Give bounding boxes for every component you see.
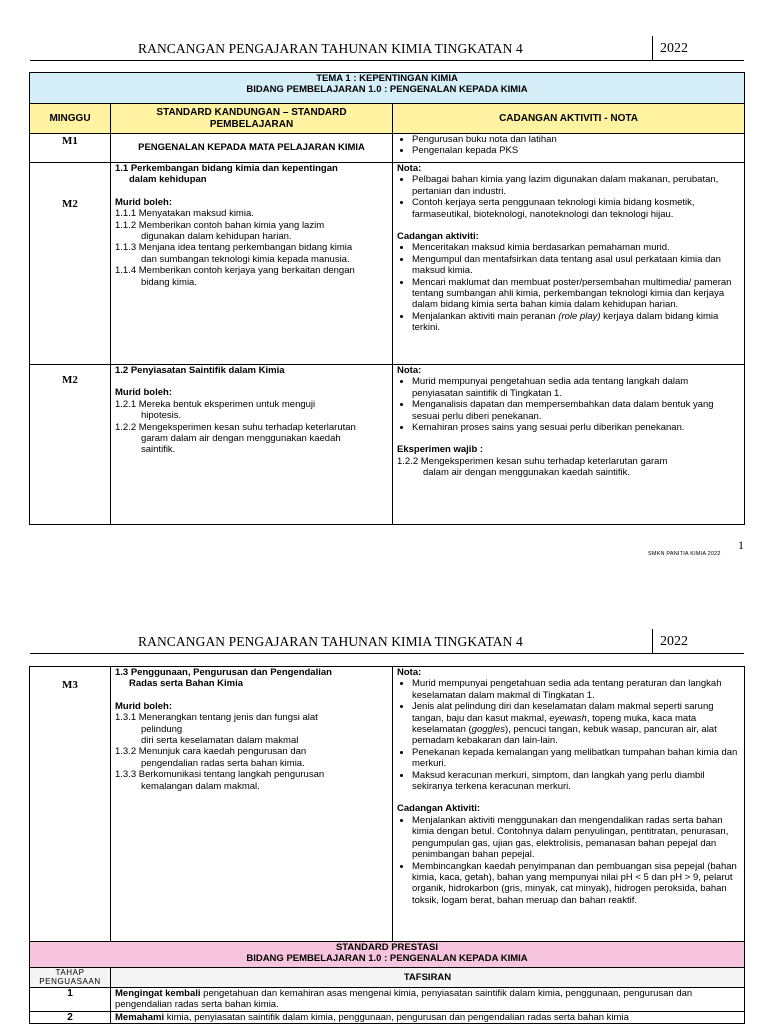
topic-heading: 1.2 Penyiasatan Saintifik dalam Kimia (115, 365, 285, 376)
week-cell: M1 (30, 134, 111, 163)
list-item: • Pelbagai bahan kimia yang lazim digunakan dalam makanan, perubatan, pertanian dan industri. (412, 174, 740, 197)
list-item: 1.1.3 Menjana idea tentang perkembangan bidang kimia (115, 242, 353, 254)
list-item: digunakan dalam kehidupan harian. (141, 231, 292, 243)
nota-label: Nota: (397, 365, 422, 376)
list-item: • Menganalisis dapatan dan mempersembahkan data dalam bentuk yang sesuai perlu diberi penekanan. (412, 399, 740, 422)
list-item: 1.1.1 Menyatakan maksud kimia. (115, 208, 254, 220)
list-item: • Murid mempunyai pengetahuan sedia ada tentang peraturan dan langkah keselamatan dalam makmal di Tingkatan 1. (412, 678, 740, 701)
list-item: • Membincangkan kaedah penyimpanan dan pembuangan sisa pepejal (bahan kimia, kaca, getah), bahan yang mempunyai nilai pH < 5 dan pH > 9, pelarut organik, hidrokarbon (gris, minyak, cat minyak), hidrogen peroksida, bahan toksik, logam berat, bahan meruap dan bahan reaktif. (412, 861, 740, 907)
prestasi-banner (30, 942, 745, 968)
col-header-tafsiran: TAFSIRAN (111, 968, 745, 988)
table-row (30, 134, 745, 163)
murid-boleh-label: Murid boleh: (115, 196, 172, 208)
list-item: 1.3.3 Berkomunikasi tentang langkah pengurusan (115, 769, 325, 781)
list-item: 1.3.2 Menunjuk cara kaedah pengurusan dan (115, 746, 307, 758)
list-item: 1.2.2 Mengeksperimen kesan suhu terhadap keterlarutan (115, 421, 356, 433)
list-item: pelindung (141, 723, 183, 735)
list-item: diri serta keselamatan dalam makmal (141, 735, 299, 747)
list-item: • Penekanan kepada kemalangan yang melibatkan tumpahan bahan kimia dan merkuri. (412, 747, 740, 770)
list-item: • Menceritakan maksud kimia berdasarkan pemahaman murid. (412, 242, 740, 253)
document-title: RANCANGAN PENGAJARAN TAHUNAN KIMIA TINGKATAN 4 (138, 41, 523, 56)
tahap-number: 2 (30, 1011, 111, 1023)
nota-label: Nota: (397, 163, 422, 174)
page1-table (29, 72, 745, 525)
topic-heading: 1.3 Penggunaan, Pengurusan dan Pengendalian (115, 667, 332, 678)
eksperimen-wajib-label: Eksperimen wajib : (397, 444, 484, 456)
list-item: • Pengurusan buku nota dan latihan (412, 134, 740, 145)
list-item: saintifik. (141, 444, 176, 456)
list-item: • Menjalankan aktiviti menggunakan dan mengendalikan radas serta bahan kimia dengan betul. Contohnya dalam penyulingan, pentitratan, penurasan, pengumpulan gas, ujian gas, elektrolisis, pemanasan bahan pepejal dan penimbangan bahan pepejal. (412, 815, 740, 861)
table-row (30, 1011, 745, 1023)
list-item: • Menjalankan aktiviti main peranan (role play) kerjaya dalam bidang kimia terkini. (412, 311, 740, 334)
list-item: 1.2.1 Mereka bentuk eksperimen untuk menguji (115, 398, 316, 410)
table-row (30, 163, 745, 365)
document-year: 2022 (660, 634, 688, 649)
list-item: kemalangan dalam makmal. (141, 780, 260, 792)
standard-cell (111, 667, 393, 942)
nota-label: Nota: (397, 667, 422, 678)
list-item: bidang kimia. (141, 276, 197, 288)
topic-heading-cont: dalam kehidupan (129, 174, 207, 186)
aktiviti-cell (393, 365, 745, 525)
document-year: 2022 (660, 41, 688, 56)
aktiviti-cell (393, 163, 745, 365)
page2-table (29, 666, 745, 1024)
header-rule (30, 60, 744, 61)
murid-boleh-label: Murid boleh: (115, 387, 172, 399)
list-item: • Jenis alat pelindung diri dan keselamatan dalam makmal seperti sarung tangan, baju dan kasut makmal, eyewash, topeng muka, kaca mata keselamatan (goggles), pencuci tangan, kebuk wasap, pancuran air, alat pemadam kebakaran dan lain-lain. (412, 701, 740, 747)
list-item: dalam air dengan menggunakan kaedah saintifik. (423, 467, 631, 479)
list-item: 1.1.4 Memberikan contoh kerjaya yang berkaitan dengan (115, 265, 355, 277)
week-cell: M2 (30, 365, 111, 525)
aktiviti-cell (393, 134, 745, 163)
week-cell: M2 (30, 163, 111, 365)
cadangan-label: Cadangan aktiviti: (397, 231, 479, 243)
list-item: • Mengumpul dan mentafsirkan data tentang asal usul perkataan kimia dan maksud kimia. (412, 254, 740, 277)
prestasi-bidang-title: BIDANG PEMBELAJARAN 1.0 : PENGENALAN KEPADA KIMIA (246, 953, 528, 965)
list-item: • Mencari maklumat dan membuat poster/persembahan multimedia/ pameran tentang sumbangan ahli kimia, perkembangan teknologi kimia dan kerjaya dalam bidang kimia serta bahan kimia dalam kehidupan harian. (412, 277, 740, 311)
list-item: • Maksud keracunan merkuri, simptom, dan langkah yang perlu diambil sekiranya terkena keracunan merkuri. (412, 770, 740, 793)
murid-boleh-label: Murid boleh: (115, 700, 172, 712)
standard-cell: PENGENALAN KEPADA MATA PELAJARAN KIMIA (111, 134, 393, 163)
page-footer: SMKN PANITIA KIMIA 2022 (648, 551, 721, 557)
tema-title: TEMA 1 : KEPENTINGAN KIMIA (316, 73, 458, 84)
tahap-number: 1 (30, 988, 111, 1012)
list-item: • Contoh kerjaya serta penggunaan teknologi kimia bidang kosmetik, farmaseutikal, bioteknologi, nanoteknologi dan teknologi hijau. (412, 197, 740, 220)
list-item: dan sumbangan teknologi kimia kepada manusia. (141, 253, 350, 265)
list-item: • Murid mempunyai pengetahuan sedia ada tentang langkah dalam penyiasatan saintifik di Tingkatan 1. (412, 376, 740, 399)
prestasi-title: STANDARD PRESTASI (335, 942, 439, 953)
col-header-standard: STANDARD KANDUNGAN – STANDARD PEMBELAJARAN (111, 104, 393, 134)
col-header-tahap: TAHAP PENGUASAAN (30, 968, 111, 988)
bidang-title: BIDANG PEMBELAJARAN 1.0 : PENGENALAN KEPADA KIMIA (246, 84, 528, 96)
col-header-aktiviti: CADANGAN AKTIVITI - NOTA (393, 104, 745, 134)
cadangan-label: Cadangan Aktiviti: (397, 803, 481, 815)
list-item: hipotesis. (141, 410, 182, 422)
document-title: RANCANGAN PENGAJARAN TAHUNAN KIMIA TINGKATAN 4 (138, 634, 523, 649)
list-item: pengendalian radas serta bahan kimia. (141, 757, 305, 769)
list-item: • Pengenalan kepada PKS (412, 145, 740, 156)
standard-cell (111, 163, 393, 365)
list-item: 1.1.2 Memberikan contoh bahan kimia yang lazim (115, 219, 325, 231)
topic-heading: 1.1 Perkembangan bidang kimia dan kepentingan (115, 163, 338, 174)
col-header-minggu: MINGGU (30, 104, 111, 134)
tafsiran-cell: Memahami kimia, penyiasatan saintifik dalam kimia, penggunaan, pengurusan dan pengendalian radas serta bahan kimia (111, 1011, 745, 1023)
list-item: 1.2.2 Mengeksperimen kesan suhu terhadap keterlarutan garam (397, 455, 668, 467)
list-item: • Kemahiran proses sains yang sesuai perlu diberikan penekanan. (412, 422, 740, 433)
list-item: garam dalam air dengan menggunakan kaedah (141, 433, 341, 445)
table-row (30, 365, 745, 525)
week-cell: M3 (30, 667, 111, 942)
aktiviti-cell (393, 667, 745, 942)
table-row (30, 667, 745, 942)
header-separator (652, 36, 653, 60)
table-row (30, 988, 745, 1012)
page2-header (0, 629, 768, 655)
standard-cell (111, 365, 393, 525)
page1-header (0, 36, 768, 62)
page-number: 1 (738, 538, 744, 552)
tafsiran-cell: Mengingat kembali pengetahuan dan kemahiran asas mengenai kimia, penyiasatan saintifik dalam kimia, penggunaan, pengurusan dan pengendalian radas serta bahan kimia. (111, 988, 745, 1012)
topic-heading-cont: Radas serta Bahan Kimia (129, 678, 244, 690)
tema-banner (30, 73, 745, 104)
header-rule (30, 653, 744, 654)
header-separator (652, 629, 653, 653)
list-item: 1.3.1 Menerangkan tentang jenis dan fungsi alat (115, 712, 318, 724)
